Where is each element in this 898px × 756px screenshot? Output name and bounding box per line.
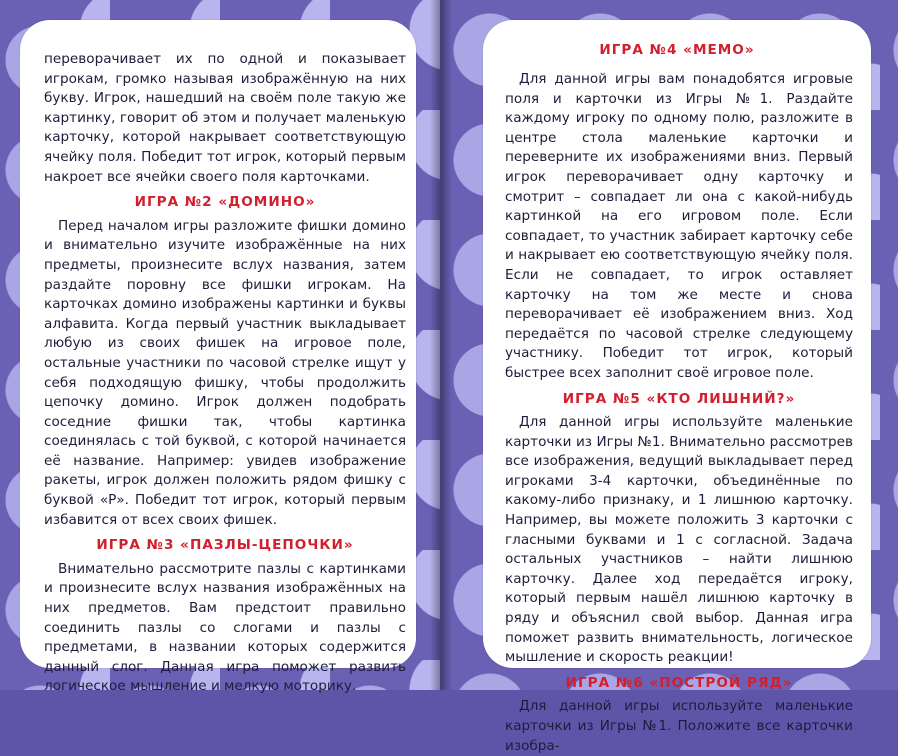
left-page-content <box>44 50 406 697</box>
game3-paragraph: Внимательно рассмотрите пазлы с картинками и произнесите вслух названия изображённых на них предметов. Вам предстоит правильно соединить пазлы со слогами и пазлы с предметами, в названии которых содержится данный слог. Данная игра поможет развить логическое мышление и мелкую моторику. <box>44 560 406 695</box>
game5-paragraph: Для данной игры используйте маленькие карточки из Игры №1. Внимательно рассмотрев все изображения, ведущий выкладывает перед игроками 3-4 карточки, объединённые по какому-либо признаку, и 1 лишнюю карточку. Например, вы можете положить 3 карточки с гласными буквами и 1 с согласной. Задача остальных участников – найти лишнюю карточку. Далее ход передаётся игроку, который первым нашёл лишнюю карточку в ряду и объяснил свой выбор. Данная игра поможет развить внимательность, логическое мышление и скорость реакции! <box>505 414 853 666</box>
book-spine <box>430 0 452 690</box>
intro-paragraph: переворачивает их по одной и показывает игрокам, громко называя изображённую на них букву. Игрок, нашедший на своём поле такую же картинку, говорит об этом и получает маленькую карточку, которой накрывает соответствующую ячейку поля. Победит тот игрок, который первым накроет все ячейки своего поля карточками. <box>44 51 406 185</box>
game2-title: ИГРА №2 «ДОМИНО» <box>134 194 316 211</box>
game5-title: ИГРА №5 «КТО ЛИШНИЙ?» <box>562 390 796 407</box>
game4-paragraph: Для данной игры вам понадобятся игровые поля и карточки из Игры №1. Раздайте каждому игроку по одному полю, разложите в центре стола маленькие карточки и переверните их изображениями вниз. Первый игрок переворачивает одну карточку и смотрит – совпадает ли она с какой-нибудь картинкой на его игровом поле. Если совпадает, то участник забирает карточку себе и накрывает ею соответствующую ячейку поля. Если не совпадает, то игрок оставляет карточку на том же месте и снова переворачивает её изображением вниз. Ход передаётся по часовой стрелке следующему участнику. Победит тот игрок, который быстрее всех заполнит своё игровое поле. <box>505 71 853 381</box>
game2-paragraph: Перед началом игры разложите фишки домино и внимательно изучите изображённые на них предметы, произнесите вслух названия, затем раздайте поровну все фишки игрокам. На карточках домино изображены картинки и буквы алфавита. Когда первый участник выкладывает любую из своих фишек на игровое поле, остальные участники по часовой стрелке ищут у себя подходящую фишку, чтобы продолжить цепочку домино. Игрок должен подобрать соседние фишки так, чтобы картинка соединялась с той буквой, с которой начинается её название. Например: увидев изображение ракеты, игрок должен положить рядом фишку с буквой «Р». Победит тот игрок, который первым избавится от всех своих фишек. <box>44 217 406 528</box>
right-page-content <box>505 70 853 756</box>
game6-paragraph: Для данной игры используйте маленькие карточки из Игры №1. Положите все карточки изобра- <box>505 698 853 754</box>
game6-title: ИГРА №6 «ПОСТРОЙ РЯД» <box>565 674 793 691</box>
game3-title: ИГРА №3 «ПАЗЛЫ-ЦЕПОЧКИ» <box>96 537 354 554</box>
game4-title: ИГРА №4 «МЕМО» <box>599 42 755 58</box>
